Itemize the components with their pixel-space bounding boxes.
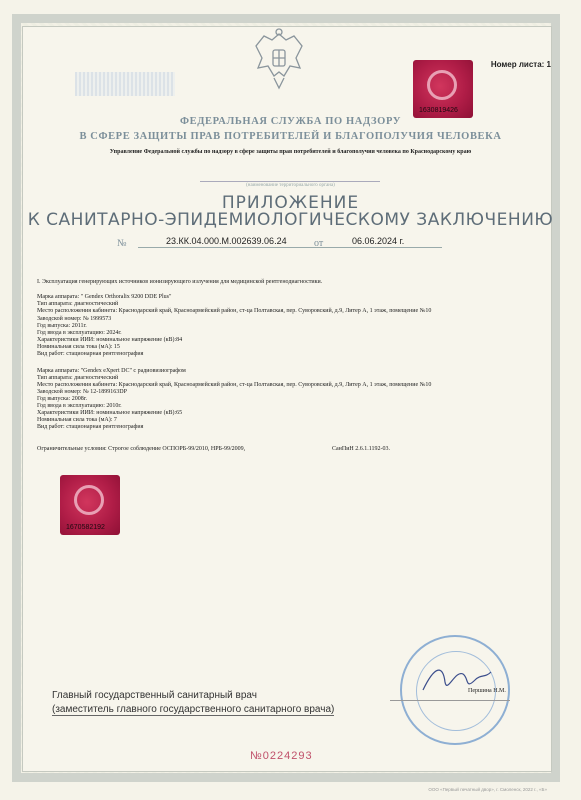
signatory-role: Главный государственный санитарный врач [52,690,257,701]
device2-line: Место расположения кабинета: Краснодарский край, Красноармейский район, ст-ца Полтавская, пер. Суворовский, д.9, Литер А, 1 этаж, помещение №10 [37,382,432,388]
device2-line: Номинальная сила тока (мА): 7 [37,417,117,423]
section-heading: I. Эксплуатация генерирующих источников ионизирующего излучения для медицинской рентгенодиагностики. [37,279,323,285]
hologram-sticker-top [413,60,473,118]
device2-line: Характеристики ИИИ: номинальное напряжение (кВ):65 [37,410,183,416]
device1-line: Место расположения кабинета: Краснодарский край, Красноармейский район, ст-ца Полтавская, пер. Суворовский, д.9, Литер А, 1 этаж, помещение №10 [37,308,432,314]
conclusion-date: 06.06.2024 г. [330,236,442,248]
sheet-number: Номер листа: 1 [490,60,551,69]
device2-line: Год ввода в эксплуатацию: 2010г. [37,403,122,409]
document-subtitle: К САНИТАРНО-ЭПИДЕМИОЛОГИЧЕСКОМУ ЗАКЛЮЧЕНИЮ [27,210,554,230]
date-label: от [314,238,324,249]
blue-watermark [75,72,175,96]
hologram-sticker-bottom [60,475,120,535]
signature-line [390,700,510,701]
device2-line: Заводской номер: № 12-1899163DP [37,389,127,395]
conclusion-number [138,236,338,248]
hologram-number: 1630819426 [419,107,458,114]
hologram-emblem-icon [74,485,104,515]
restrictions-text: Ограничительные условия: Строгое соблюдение ОСПОРБ-99/2010, НРБ-99/2009, [37,446,246,452]
department-name: Управление Федеральной службы по надзору в сфере защиты прав потребителей и благополучия человека по Краснодарскому краю [109,149,472,155]
handwritten-signature [415,660,495,700]
org-name-line1: ФЕДЕРАЛЬНАЯ СЛУЖБА ПО НАДЗОРУ [179,116,402,127]
number-label: № [117,238,127,249]
form-serial-number: №0224293 [250,750,313,762]
device1-line: Заводской номер: № 1999573 [37,316,112,322]
signatory-name: Першина Н.М. [468,688,506,694]
device2-line: Год выпуска: 2008г. [37,396,87,402]
device2-line: Вид работ: стационарная рентгенография [37,424,144,430]
device1-line: Тип аппарата: диагностический [37,301,119,307]
conclusion-number-text: 23.КК.04.000.М.002639.06.24 [166,236,287,246]
device1-line: Год ввода в эксплуатацию: 2024г. [37,330,122,336]
signatory-role-alt: (заместитель главного государственного санитарного врача) [52,704,335,715]
hologram-emblem-icon [427,70,457,100]
sanpin-text: СанПиН 2.6.1.1192-03. [332,446,391,452]
device1-line: Год выпуска: 2011г. [37,323,87,329]
org-name-line2: В СФЕРЕ ЗАЩИТЫ ПРАВ ПОТРЕБИТЕЛЕЙ И БЛАГОПОЛУЧИЯ ЧЕЛОВЕКА [79,131,502,142]
printer-imprint: ООО «Первый печатный двор», г. Смоленск, 2022 г., «Б» [428,787,547,792]
divider [200,181,380,182]
device2-line: Марка аппарата: "Gendex eXpert DC" с радиовизиографом [37,368,186,374]
territorial-caption: (наименование территориального органа) [246,183,335,188]
device1-line: Вид работ: стационарная рентгенография [37,351,144,357]
device2-line: Тип аппарата: диагностический [37,375,119,381]
coat-of-arms-icon [244,26,314,96]
device1-line: Номинальная сила тока (мА): 15 [37,344,120,350]
document-title: ПРИЛОЖЕНИЕ [221,193,360,213]
device1-line: Марка аппарата: " Gendex Orthoralix 9200 DDE Plus" [37,294,172,300]
device1-line: Характеристики ИИИ: номинальное напряжение (кВ):84 [37,337,183,343]
hologram-number: 1670582192 [66,524,105,531]
